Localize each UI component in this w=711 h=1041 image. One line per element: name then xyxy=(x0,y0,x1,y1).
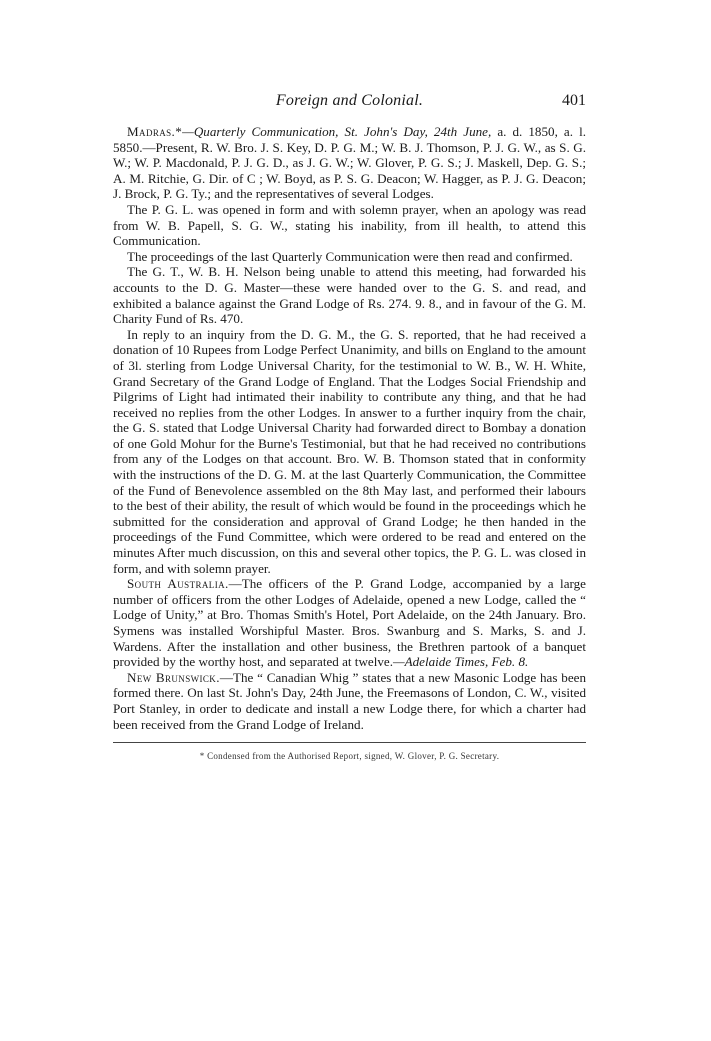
madras-proceedings-paragraph: The proceedings of the last Quarterly Communication were then read and confirmed. xyxy=(127,248,573,264)
south-australia-heading: South Australia. xyxy=(127,576,229,592)
running-title: Foreign and Colonial. xyxy=(275,92,424,109)
page-header xyxy=(113,92,586,114)
page-number: 401 xyxy=(562,92,586,109)
footnote-rule xyxy=(113,742,586,743)
madras-attendance: a. d. 1850, a. l. 5850.—Present, R. W. Bro. J. S. Key, D. P. G. M.; W. B. J. Thomson, P. J. G. W., as S. G. W.; W. P. Macdonald, P. J. G. D., as J. G. W.; W. Glover, P. G. S.; J. Maskell, Dep. G. S.; A. M. Ritchie, G. Dir. of C ; W. Boyd, as P. S. G. Deacon; W. Hagger, as P. J. G. Deacon; J. Brock, P. G. Ty.; and the representatives of several Lodges. xyxy=(113,124,586,202)
footnote: * Condensed from the Authorised Report, signed, W. Glover, P. G. Secretary. xyxy=(199,751,500,762)
new-brunswick-text: —The “ Canadian Whig ” states that a new Masonic Lodge has been formed there. On last St. John's Day, 24th June, the Freemasons of London, C. W., visited Port Stanley, in order to dedicate and install a new Lodge there, for which a charter had been received from the Grand Lodge of Ireland. xyxy=(113,669,586,732)
madras-reply-paragraph: In reply to an inquiry from the D. G. M., the G. S. reported, that he had received a donation of 10 Rupees from Lodge Perfect Unanimity, and bills on England to the amount of 3l. sterling from Lodge Universal Charity, for the testimonial to W. B., W. H. White, Grand Secretary of the Grand Lodge of England. That the Lodges Social Friendship and Pilgrims of Light had intimated their inability to contribute any thing, and that he had received no replies from the other Lodges. In answer to a further inquiry from the chair, the G. S. stated that Lodge Universal Charity had forwarded direct to Bombay a donation of one Gold Mohur for the Burne's Testimonial, but that he had received no contributions from any of the Lodges on that account. Bro. W. B. Thomson stated that in conformity with the instructions of the D. G. M. at the last Quarterly Communication, the Committee of the Fund of Benevolence assembled on the 8th May last, and performed their labours to the best of their ability, the result of which would be found in the proceedings which he submitted for the consideration and approval of Grand Lodge; he then handed in the proceedings of the Fund Committee, which were ordered to be read and entered on the minutes After much discussion, on this and several other topics, the P. G. L. was closed in form, and with solemn prayer. xyxy=(113,326,586,576)
south-australia-paragraph xyxy=(113,576,586,670)
new-brunswick-heading: New Brunswick. xyxy=(127,669,220,685)
madras-subheading: —Quarterly Communication, St. John's Day, 24th June, xyxy=(182,124,492,139)
madras-accounts-paragraph: The G. T., W. B. H. Nelson being unable to attend this meeting, had forwarded his accounts to the D. G. Master—these were handed over to the G. S. and read, and exhibited a balance against the Grand Lodge of Rs. 274. 9. 8., and in favour of the G. M. Charity Fund of Rs. 470. xyxy=(113,264,586,327)
south-australia-source: —Adelaide Times, Feb. 8. xyxy=(392,654,529,670)
new-brunswick-paragraph xyxy=(113,670,586,732)
madras-opening-paragraph: The P. G. L. was opened in form and with solemn prayer, when an apology was read from W. B. Papell, S. G. W., stating his inability, from ill health, to attend this Communication. xyxy=(113,201,586,249)
madras-paragraph xyxy=(113,124,586,202)
south-australia-text: —The officers of the P. Grand Lodge, accompanied by a large number of officers from the other Lodges of Adelaide, opened a new Lodge, called the “ Lodge of Unity,” at Bro. Thomas Smith's Hotel, Port Adelaide, on the 24th January. Bro. Symens was installed Worshipful Master. Bros. Swanburg and S. Marks, S. and J. Wardens. After the installation and other business, the Brethren partook of a banquet provided by the worthy host, and separated at twelve. xyxy=(113,576,586,670)
page xyxy=(113,92,586,761)
madras-heading: Madras.* xyxy=(127,124,183,139)
